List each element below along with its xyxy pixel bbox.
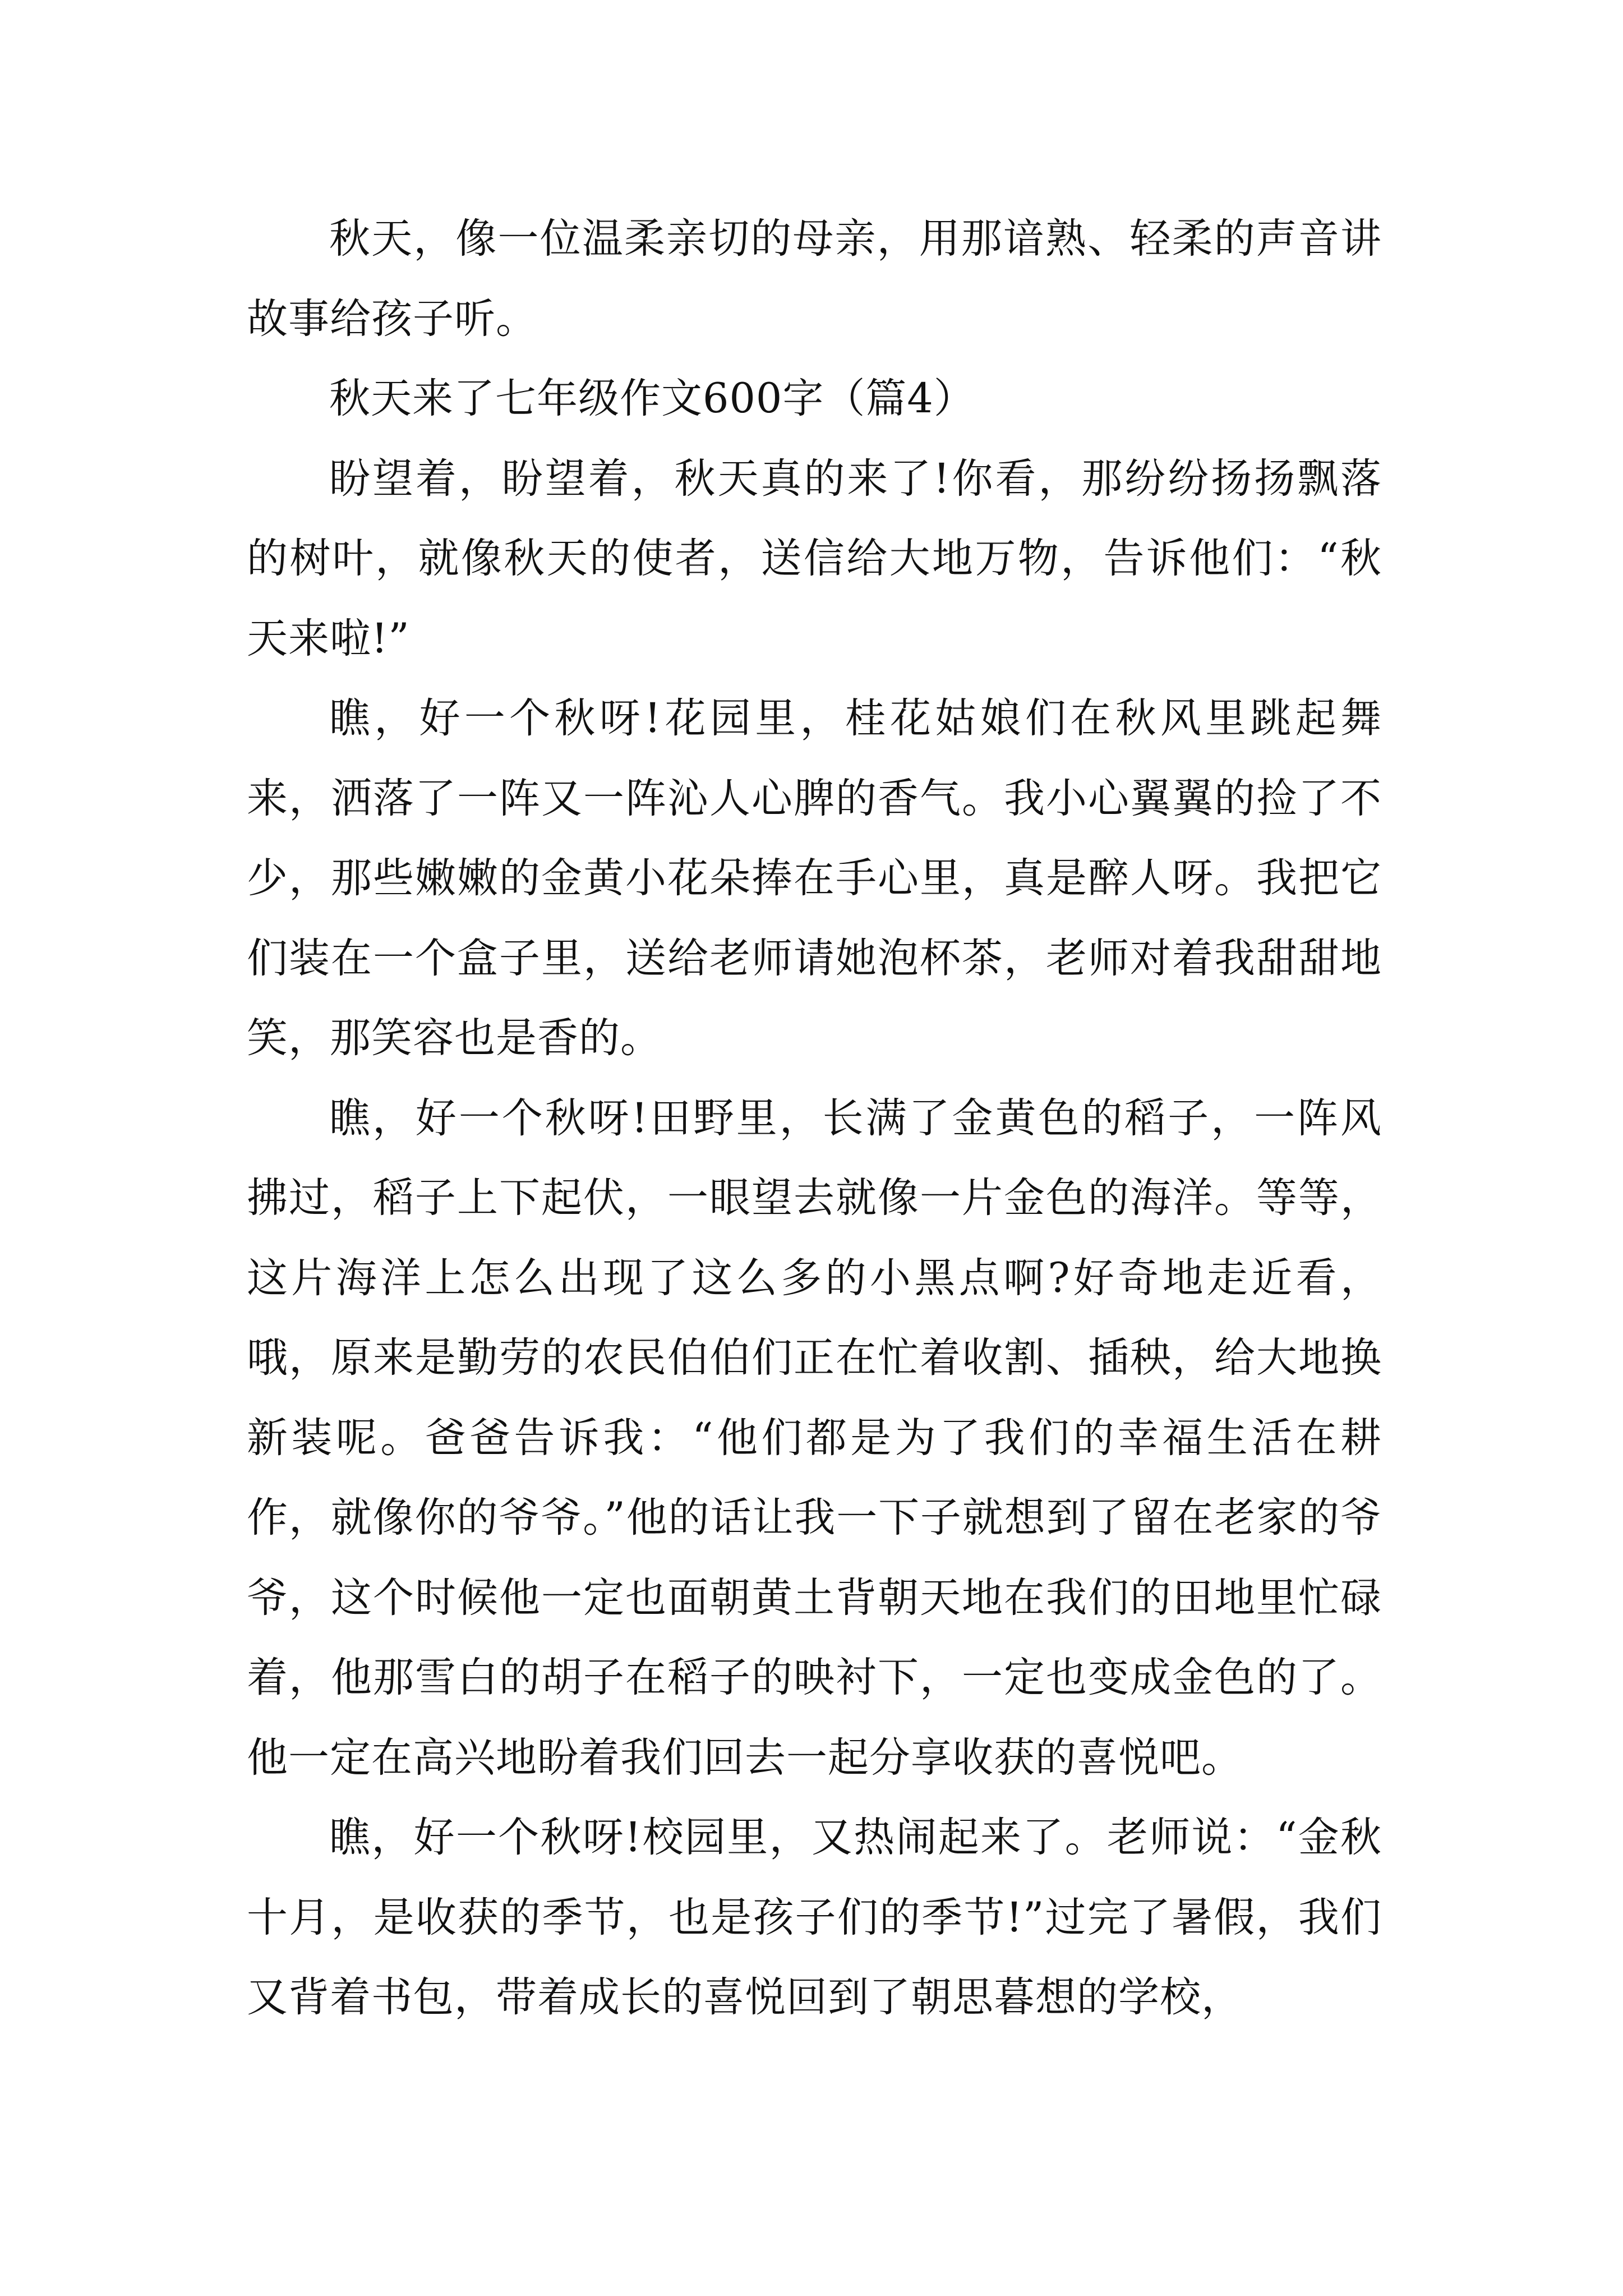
paragraph-garden: 瞧，好一个秋呀!花园里，桂花姑娘们在秋风里跳起舞来，洒落了一阵又一阵沁人心脾的香气。我小心翼翼的捡了不少，那些嫩嫩的金黄小花朵捧在手心里，真是醉人呀。我把它们装在一个盒子里，送给老师请她泡杯茶，老师对着我甜甜地笑，那笑容也是香的。 xyxy=(247,694,1382,1062)
paragraph-story-ending: 秋天，像一位温柔亲切的母亲，用那谙熟、轻柔的声音讲故事给孩子听。 xyxy=(247,215,1382,343)
document-body xyxy=(247,199,1382,2038)
paragraph-fields: 瞧，好一个秋呀!田野里，长满了金黄色的稻子，一阵风拂过，稻子上下起伏，一眼望去就像一片金色的海洋。等等，这片海洋上怎么出现了这么多的小黑点啊?好奇地走近看，哦，原来是勤劳的农民伯伯们正在忙着收割、插秧，给大地换新装呢。爸爸告诉我：“他们都是为了我们的幸福生活在耕作，就像你的爷爷。”他的话让我一下子就想到了留在老家的爷爷，这个时候他一定也面朝黄土背朝天地在我们的田地里忙碌着，他那雪白的胡子在稻子的映衬下，一定也变成金色的了。他一定在高兴地盼着我们回去一起分享收获的喜悦吧。 xyxy=(247,1094,1382,1782)
section-heading: 秋天来了七年级作文600字（篇4） xyxy=(329,375,975,422)
paragraph-school: 瞧，好一个秋呀!校园里，又热闹起来了。老师说：“金秋十月，是收获的季节，也是孩子们的季节!”过完了暑假，我们又背着书包，带着成长的喜悦回到了朝思暮想的学校， xyxy=(247,1814,1382,2021)
paragraph-intro: 盼望着，盼望着，秋天真的来了!你看，那纷纷扬扬飘落的树叶，就像秋天的使者，送信给大地万物，告诉他们：“秋天来啦!” xyxy=(247,454,1382,662)
